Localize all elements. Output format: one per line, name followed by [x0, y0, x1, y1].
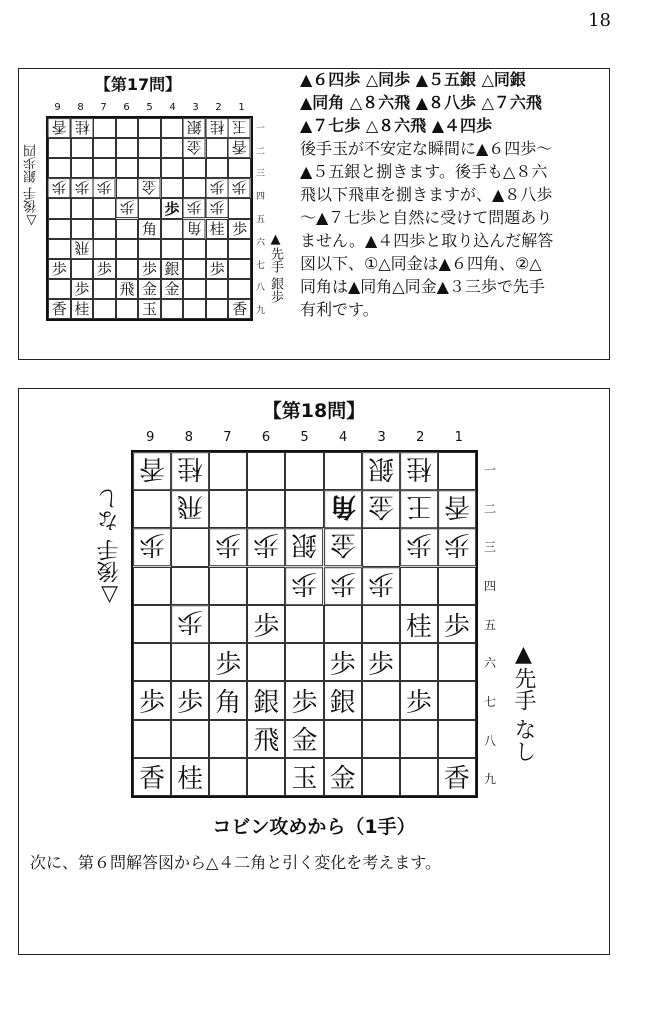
board-piece: 金 [183, 138, 206, 158]
board-piece: 角 [138, 219, 161, 239]
board-piece: 金 [324, 758, 362, 796]
board-square [93, 219, 116, 239]
board-piece: 歩 [171, 681, 209, 719]
board-square [71, 158, 94, 178]
p17-row-label-7: 七 [256, 260, 266, 271]
board-piece: 歩 [362, 567, 400, 605]
board-square [48, 239, 71, 259]
board-square [228, 158, 251, 178]
board-square [247, 490, 285, 528]
board-piece: 歩 [362, 643, 400, 681]
board-piece: 歩 [161, 198, 184, 218]
board-square [247, 643, 285, 681]
board-piece: 桂 [206, 219, 229, 239]
board-square [324, 720, 362, 758]
board-square [285, 490, 323, 528]
board-square [116, 239, 139, 259]
p17-row-label-6: 六 [256, 237, 266, 248]
move-line: ▲７七歩 △８六飛 ▲４四歩 [300, 116, 493, 135]
board-piece: 香 [228, 299, 251, 319]
p17-col-label-4: 6 [123, 102, 130, 113]
board-square [161, 158, 184, 178]
problem-17-explanation [300, 68, 600, 321]
board-square [362, 605, 400, 643]
board-piece: 金 [161, 279, 184, 299]
p17-row-label-5: 五 [256, 215, 266, 226]
p17-col-label-9: 1 [238, 102, 245, 113]
problem-17-row-labels [256, 116, 265, 321]
board-square [161, 239, 184, 259]
board-piece: 歩 [48, 259, 71, 279]
board-square [116, 178, 139, 198]
board-piece: 歩 [133, 528, 171, 566]
board-piece: 銀 [285, 528, 323, 566]
p18-row-label-9: 九 [484, 772, 497, 787]
board-square [247, 758, 285, 796]
board-piece: 歩 [228, 219, 251, 239]
board-square [116, 138, 139, 158]
board-piece: 歩 [71, 279, 94, 299]
p17-row-label-8: 八 [256, 283, 266, 294]
board-square [247, 567, 285, 605]
board-square [133, 567, 171, 605]
board-square [400, 567, 438, 605]
explanation-line: 飛以下飛車を捌きますが、▲８八歩 [300, 185, 553, 204]
board-square [48, 198, 71, 218]
board-piece: 歩 [324, 567, 362, 605]
board-piece: 香 [133, 452, 171, 490]
p17-col-label-6: 4 [169, 102, 176, 113]
problem-18-description: 次に、第６問解答図から△４二角と引く変化を考えます。 [30, 853, 442, 872]
board-square [206, 138, 229, 158]
board-piece: 香 [438, 490, 476, 528]
p17-col-label-7: 3 [192, 102, 199, 113]
board-piece: 香 [438, 758, 476, 796]
board-square [400, 720, 438, 758]
board-square [116, 118, 139, 138]
board-piece: 歩 [133, 681, 171, 719]
board-square [228, 279, 251, 299]
board-square [247, 452, 285, 490]
p17-col-label-3: 7 [100, 102, 107, 113]
p18-row-label-8: 八 [484, 733, 497, 748]
board-piece: 玉 [138, 299, 161, 319]
p18-col-label-5: 5 [300, 430, 309, 445]
board-piece: 桂 [71, 299, 94, 319]
board-square [48, 138, 71, 158]
board-square [48, 219, 71, 239]
board-square [183, 279, 206, 299]
p18-row-label-7: 七 [484, 694, 497, 709]
board-square [93, 118, 116, 138]
board-piece: 桂 [206, 118, 229, 138]
board-square [116, 299, 139, 319]
board-piece: 歩 [285, 681, 323, 719]
problem-17-board [46, 116, 253, 321]
board-piece: 飛 [71, 239, 94, 259]
board-square [228, 198, 251, 218]
board-square [48, 279, 71, 299]
board-piece: 玉 [228, 118, 251, 138]
explanation-line: 後手玉が不安定な瞬間に▲６四歩〜 [300, 139, 553, 158]
board-piece: 香 [133, 758, 171, 796]
p18-col-label-4: 6 [261, 430, 271, 445]
problem-18-sente-hand: ▲先手 なし [511, 642, 536, 762]
board-piece: 桂 [71, 118, 94, 138]
board-square [93, 198, 116, 218]
p18-col-label-3: 7 [223, 430, 232, 445]
board-piece: 歩 [171, 605, 209, 643]
board-piece: 歩 [438, 605, 476, 643]
board-piece: 桂 [171, 758, 209, 796]
problem-18-row-labels [484, 450, 496, 798]
p18-row-label-1: 一 [484, 462, 497, 477]
p17-row-label-3: 三 [256, 169, 266, 180]
board-piece: 歩 [93, 178, 116, 198]
board-square [71, 219, 94, 239]
board-piece: 銀 [362, 452, 400, 490]
board-piece: 歩 [324, 643, 362, 681]
board-square [206, 158, 229, 178]
board-piece: 飛 [247, 720, 285, 758]
board-piece: 歩 [206, 198, 229, 218]
board-square [161, 178, 184, 198]
board-square [438, 643, 476, 681]
p17-row-label-2: 二 [256, 146, 266, 157]
board-piece: 歩 [206, 178, 229, 198]
board-square [183, 259, 206, 279]
p17-col-label-5: 5 [146, 102, 153, 113]
p17-row-label-9: 九 [256, 306, 266, 317]
board-square [438, 452, 476, 490]
board-square [183, 158, 206, 178]
board-piece: 金 [138, 178, 161, 198]
board-square [183, 299, 206, 319]
board-square [209, 605, 247, 643]
explanation-line: 図以下、①△同金は▲６四角、②△ [300, 254, 542, 273]
p17-row-label-4: 四 [256, 192, 266, 203]
p18-row-label-4: 四 [484, 578, 497, 593]
board-square [133, 720, 171, 758]
explanation-line: ません。▲４四歩と取り込んだ解答 [300, 231, 554, 250]
board-piece: 金 [362, 490, 400, 528]
board-square [133, 490, 171, 528]
board-square [133, 643, 171, 681]
problem-18-board [131, 450, 478, 798]
board-square [138, 198, 161, 218]
board-piece: 歩 [138, 259, 161, 279]
board-piece: 歩 [209, 643, 247, 681]
board-square [324, 452, 362, 490]
p18-row-label-6: 六 [484, 656, 497, 671]
explanation-line: 〜▲７七歩と自然に受けて問題あり [300, 208, 553, 227]
board-square [161, 299, 184, 319]
board-square [438, 567, 476, 605]
problem-18-subtitle: コビン攻めから（1手） [212, 816, 416, 838]
board-piece: 歩 [400, 528, 438, 566]
board-piece: 歩 [206, 259, 229, 279]
p18-col-label-1: 9 [146, 430, 155, 445]
board-piece: 歩 [400, 681, 438, 719]
p17-col-label-1: 9 [54, 102, 61, 113]
board-square [438, 681, 476, 719]
board-square [71, 198, 94, 218]
board-piece: 歩 [116, 198, 139, 218]
board-square [138, 239, 161, 259]
board-piece: 桂 [400, 605, 438, 643]
board-square [161, 219, 184, 239]
board-square [138, 158, 161, 178]
board-square [206, 239, 229, 259]
board-piece: 飛 [171, 490, 209, 528]
board-square [138, 138, 161, 158]
board-square [209, 490, 247, 528]
board-square [285, 452, 323, 490]
p18-row-label-3: 三 [484, 540, 497, 555]
board-piece: 角 [183, 219, 206, 239]
move-line: ▲６四歩 △同歩 ▲５五銀 △同銀 [300, 70, 526, 89]
p17-col-label-8: 2 [215, 102, 222, 113]
board-piece: 歩 [247, 528, 285, 566]
board-square [93, 239, 116, 259]
board-square [171, 528, 209, 566]
board-square [171, 720, 209, 758]
problem-17-sente-hand: ▲先手 銀歩 [268, 232, 283, 304]
board-piece: 銀 [247, 681, 285, 719]
problem-17-column-labels [46, 102, 253, 113]
board-square [400, 758, 438, 796]
board-piece: 金 [138, 279, 161, 299]
board-piece: 銀 [324, 681, 362, 719]
board-piece: 角 [209, 681, 247, 719]
board-square [183, 178, 206, 198]
problem-18-column-labels [131, 430, 478, 445]
p17-col-label-2: 8 [77, 102, 84, 113]
board-square [362, 758, 400, 796]
board-piece: 香 [48, 299, 71, 319]
explanation-line: ▲５五銀と捌きます。後手も△８六 [300, 162, 548, 181]
board-square [171, 567, 209, 605]
board-square [116, 259, 139, 279]
board-square [206, 279, 229, 299]
board-piece: 歩 [438, 528, 476, 566]
p18-col-label-2: 8 [184, 430, 193, 445]
board-piece: 銀 [183, 118, 206, 138]
board-square [209, 720, 247, 758]
board-piece: 金 [285, 720, 323, 758]
problem-17-title: 【第17問】 [94, 75, 182, 94]
board-square [93, 299, 116, 319]
board-square [161, 138, 184, 158]
board-piece: 香 [48, 118, 71, 138]
board-square [48, 158, 71, 178]
board-square [93, 279, 116, 299]
p18-row-label-2: 二 [484, 501, 497, 516]
board-square [206, 299, 229, 319]
board-square [71, 138, 94, 158]
board-square [209, 758, 247, 796]
board-piece: 桂 [400, 452, 438, 490]
p17-row-label-1: 一 [256, 123, 266, 134]
p18-col-label-8: 2 [416, 430, 425, 445]
board-square [362, 528, 400, 566]
board-square [228, 259, 251, 279]
page-number: 18 [588, 10, 611, 31]
board-piece: 香 [228, 138, 251, 158]
explanation-line: 同角は▲同角△同金▲３三歩で先手 [300, 277, 545, 296]
move-line: ▲同角 △８六飛 ▲８八歩 △７六飛 [300, 93, 542, 112]
board-square [171, 643, 209, 681]
board-square [183, 239, 206, 259]
p18-col-label-6: 4 [338, 430, 348, 445]
board-piece: 歩 [209, 528, 247, 566]
board-square [71, 259, 94, 279]
board-square [209, 567, 247, 605]
board-piece: 飛 [116, 279, 139, 299]
board-piece: 歩 [247, 605, 285, 643]
board-square [285, 643, 323, 681]
board-piece: 角 [324, 490, 362, 528]
board-square [161, 118, 184, 138]
board-square [116, 158, 139, 178]
board-piece: 歩 [285, 567, 323, 605]
board-piece: 金 [324, 528, 362, 566]
board-piece: 歩 [71, 178, 94, 198]
problem-17-gote-hand: △後手 銀歩四 [24, 143, 39, 228]
board-square [324, 605, 362, 643]
board-square [362, 720, 400, 758]
board-square [228, 239, 251, 259]
board-square [138, 118, 161, 138]
p18-col-label-9: 1 [454, 430, 463, 445]
problem-18-gote-hand: △後手 なし [97, 488, 122, 608]
board-square [362, 681, 400, 719]
problem-18-title: 【第18問】 [262, 400, 366, 422]
board-piece: 歩 [93, 259, 116, 279]
board-square [438, 720, 476, 758]
board-square [133, 605, 171, 643]
board-piece: 桂 [171, 452, 209, 490]
board-square [93, 138, 116, 158]
board-square [285, 605, 323, 643]
board-piece: 玉 [285, 758, 323, 796]
board-piece: 歩 [183, 198, 206, 218]
board-square [209, 452, 247, 490]
board-piece: 銀 [161, 259, 184, 279]
board-piece: 歩 [228, 178, 251, 198]
board-square [400, 643, 438, 681]
explanation-line: 有利です。 [300, 300, 379, 319]
board-square [116, 219, 139, 239]
board-piece: 歩 [48, 178, 71, 198]
board-piece: 王 [400, 490, 438, 528]
board-square [93, 158, 116, 178]
p18-col-label-7: 3 [377, 430, 386, 445]
p18-row-label-5: 五 [484, 617, 497, 632]
